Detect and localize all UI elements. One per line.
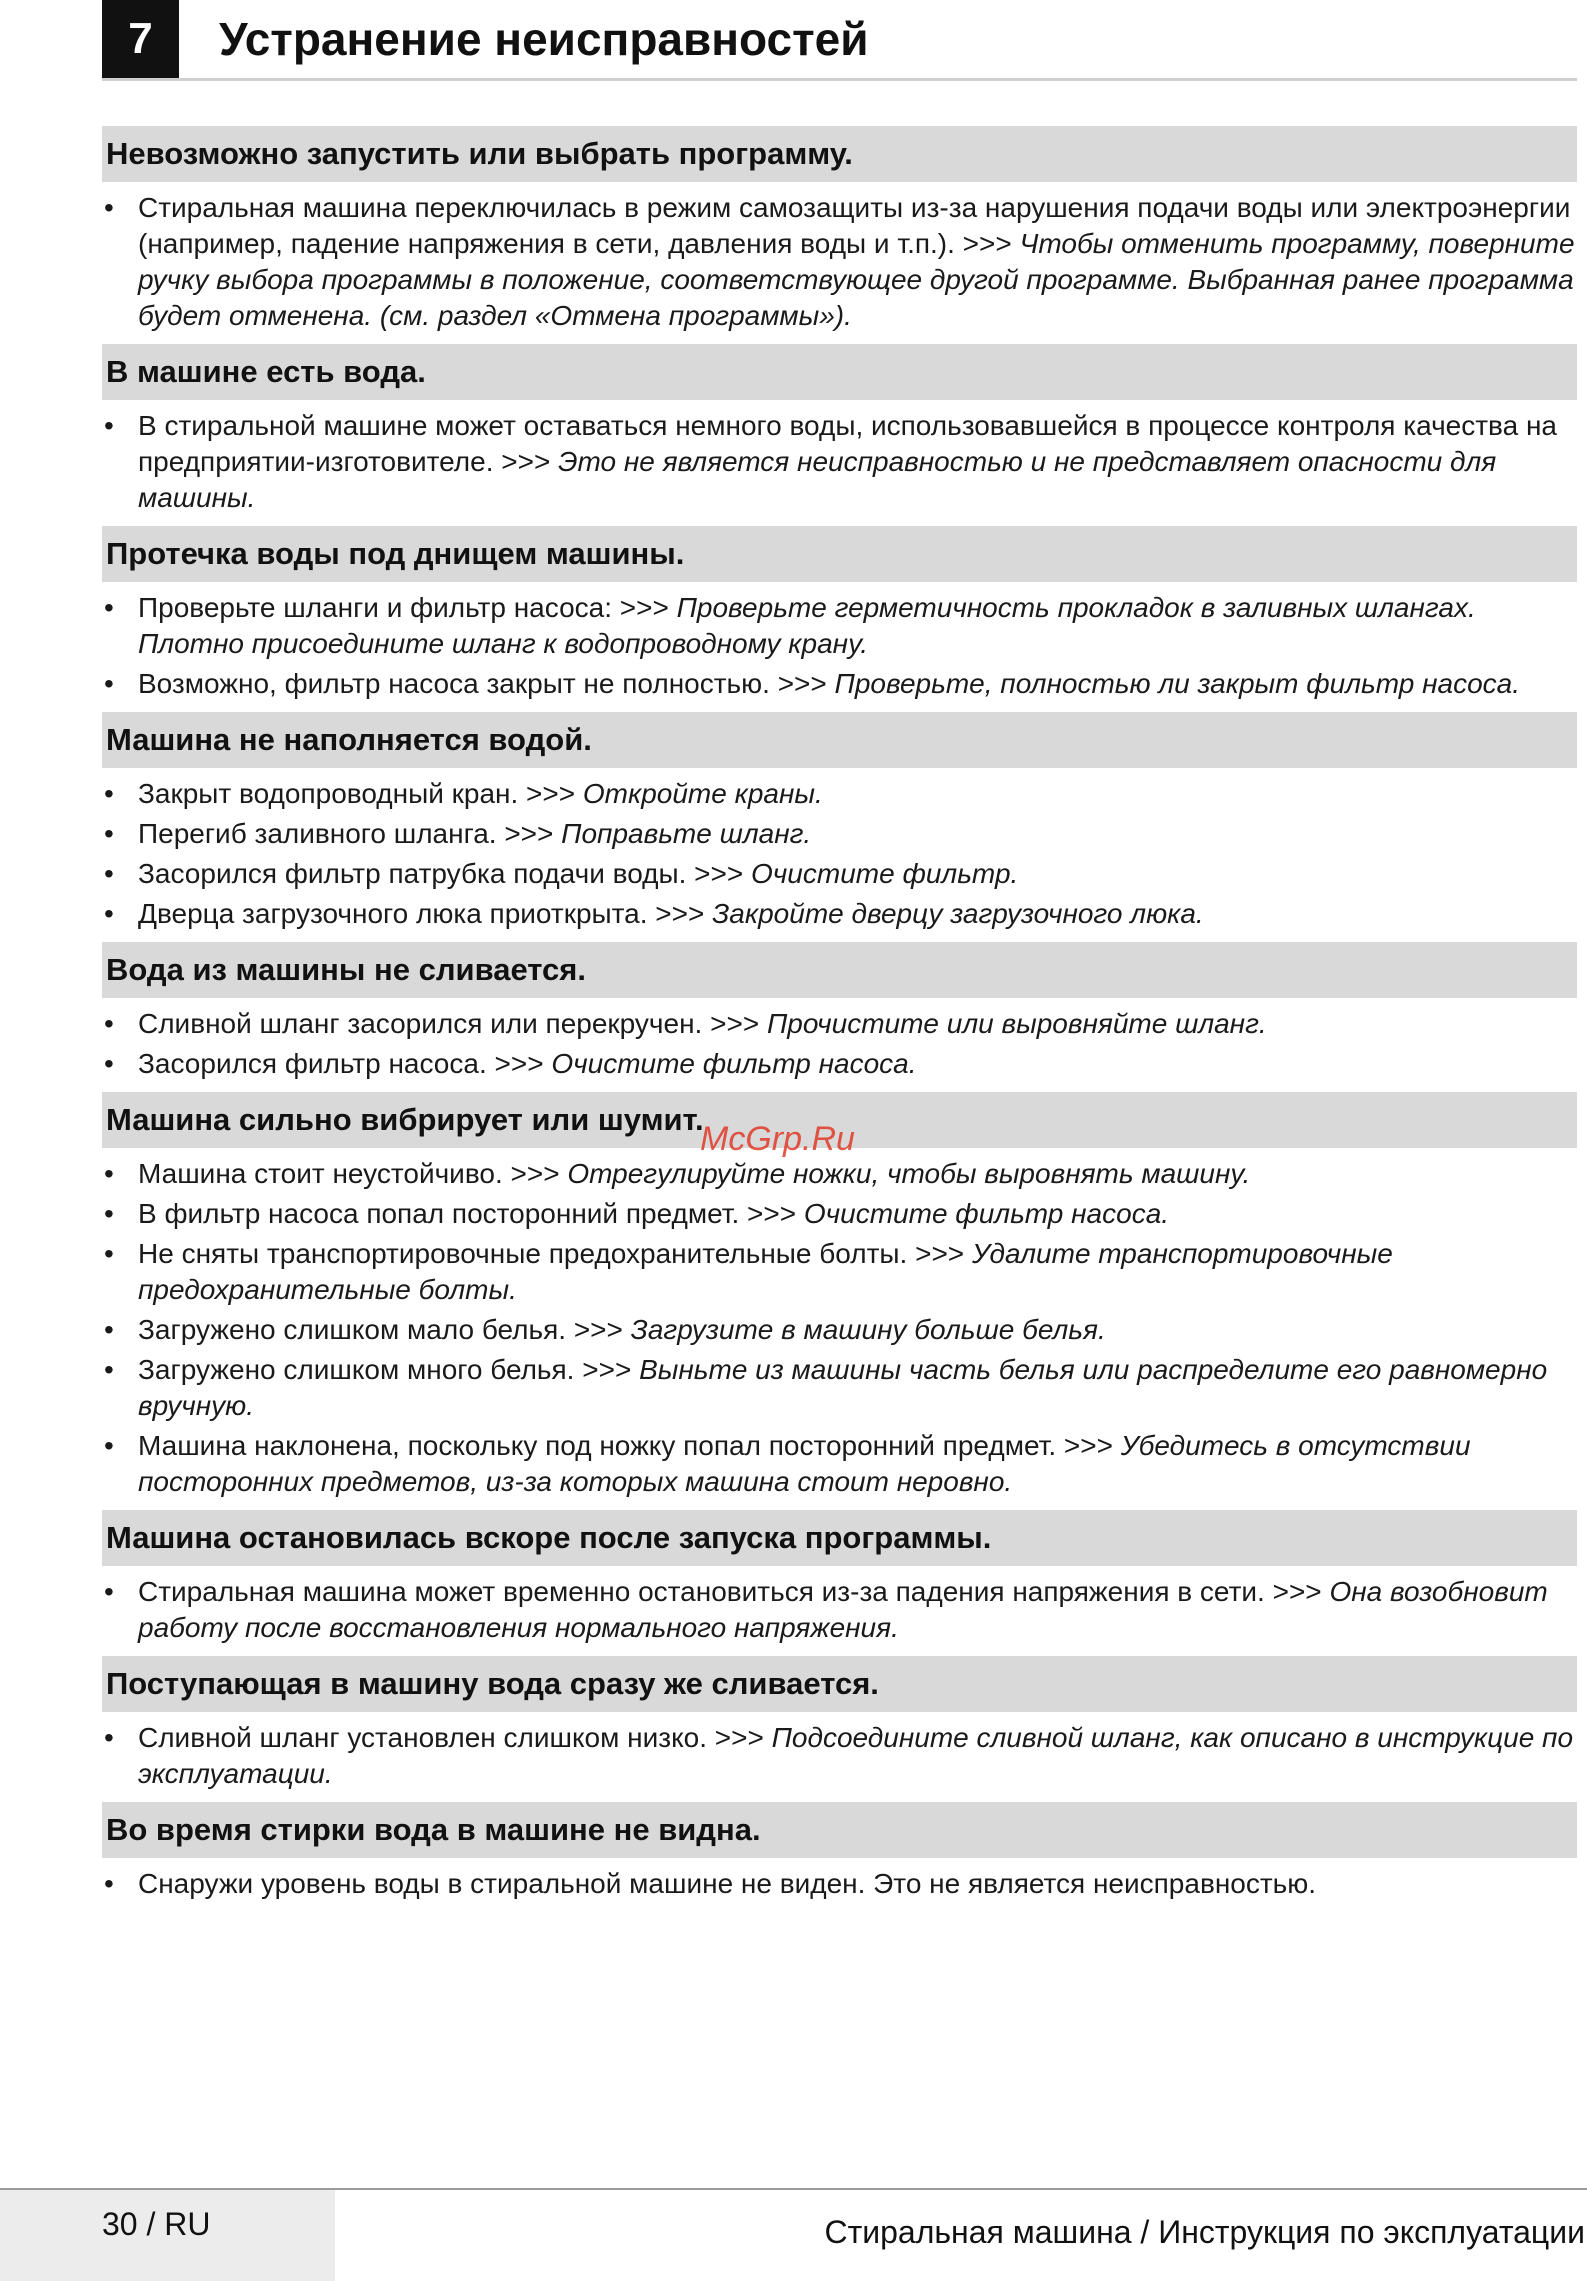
list-item — [102, 666, 1577, 702]
list-item — [102, 590, 1577, 662]
cause-text: Не сняты транспортировочные предохранительные болты. >>> — [138, 1238, 972, 1269]
cause-text: Закрыт водопроводный кран. >>> — [138, 778, 583, 809]
section-title: Невозможно запустить или выбрать программу. — [102, 126, 1577, 182]
trouble-section — [102, 526, 1577, 702]
cause-text: Загружено слишком много белья. >>> — [138, 1354, 640, 1385]
cause-list — [102, 1866, 1577, 1902]
list-item — [102, 408, 1577, 516]
trouble-section — [102, 1510, 1577, 1646]
cause-list — [102, 1720, 1577, 1792]
page-number: 30 / RU — [102, 2206, 211, 2242]
cause-list — [102, 1006, 1577, 1082]
cause-text: Машина стоит неустойчиво. >>> — [138, 1158, 568, 1189]
list-item — [102, 1236, 1577, 1308]
section-title: Протечка воды под днищем машины. — [102, 526, 1577, 582]
section-title: Машина остановилась вскоре после запуска программы. — [102, 1510, 1577, 1566]
list-item — [102, 856, 1577, 892]
list-item — [102, 1574, 1577, 1646]
section-title: В машине есть вода. — [102, 344, 1577, 400]
cause-text: Перегиб заливного шланга. >>> — [138, 818, 562, 849]
solution-text: Подсоедините сливной шланг, как описано в инструкцие по эксплуатации. — [138, 1722, 1574, 1789]
cause-text: Стиральная машина может временно остановиться из-за падения напряжения в сети. >>> — [138, 1576, 1330, 1607]
cause-text: Сливной шланг засорился или перекручен. >>> — [138, 1008, 767, 1039]
page-footer — [0, 2188, 1587, 2281]
trouble-section — [102, 344, 1577, 516]
trouble-section — [102, 712, 1577, 932]
solution-text: Чтобы отменить программу, поверните ручку выбора программы в положение, соответствующее другой программе. Выбранная ранее программа будет отменена. (см. раздел «Отмена программы»). — [138, 228, 1575, 331]
list-item — [102, 190, 1577, 334]
cause-text: Засорился фильтр патрубка подачи воды. >>> — [138, 858, 752, 889]
list-item — [102, 896, 1577, 932]
list-item — [102, 1312, 1577, 1348]
list-item — [102, 1352, 1577, 1424]
cause-text: Дверца загрузочного люка приоткрыта. >>> — [138, 898, 713, 929]
troubleshooting-content — [102, 126, 1577, 1912]
solution-text: Очистите фильтр насоса. — [551, 1048, 917, 1079]
solution-text: Очистите фильтр. — [751, 858, 1019, 889]
list-item — [102, 1428, 1577, 1500]
cause-list — [102, 1156, 1577, 1500]
solution-text: Она возобновит работу после восстановления нормального напряжения. — [138, 1576, 1548, 1643]
section-title: Вода из машины не сливается. — [102, 942, 1577, 998]
cause-text: Стиральная машина переключилась в режим самозащиты из-за нарушения подачи воды или электроэнергии (например, падение напряжения в сети, давления воды и т.п.). >>> — [138, 192, 1571, 259]
solution-text: Проверьте герметичность прокладок в заливных шлангах. Плотно присоедините шланг к водопроводному крану. — [138, 592, 1476, 659]
list-item — [102, 1006, 1577, 1042]
solution-text: Откройте краны. — [582, 778, 823, 809]
list-item — [102, 1866, 1577, 1902]
trouble-section — [102, 1656, 1577, 1792]
watermark: McGrp.Ru — [700, 1120, 855, 1158]
solution-text: Выньте из машины часть белья или распределите его равномерно вручную. — [138, 1354, 1548, 1421]
cause-text: Засорился фильтр насоса. >>> — [138, 1048, 552, 1079]
chapter-title: Устранение неисправностей — [219, 13, 869, 65]
cause-text: Сливной шланг установлен слишком низко. >>> — [138, 1722, 772, 1753]
solution-text: Закройте дверцу загрузочного люка. — [712, 898, 1204, 929]
footer-doc-title: Стиральная машина / Инструкция по эксплуатации — [824, 2214, 1585, 2250]
trouble-section — [102, 942, 1577, 1082]
cause-text: Возможно, фильтр насоса закрыт не полностью. >>> — [138, 668, 835, 699]
cause-list — [102, 1574, 1577, 1646]
cause-text: В стиральной машине может оставаться немного воды, использовавшейся в процессе контроля качества на предприятии-изготовителе. >>> — [138, 410, 1558, 477]
list-item — [102, 816, 1577, 852]
cause-list — [102, 408, 1577, 516]
cause-list — [102, 190, 1577, 334]
cause-text: Машина наклонена, поскольку под ножку попал посторонний предмет. >>> — [138, 1430, 1121, 1461]
section-title: Поступающая в машину вода сразу же сливается. — [102, 1656, 1577, 1712]
chapter-header — [102, 0, 1577, 81]
section-title: Во время стирки вода в машине не видна. — [102, 1802, 1577, 1858]
cause-list — [102, 776, 1577, 932]
list-item — [102, 1046, 1577, 1082]
solution-text: Очистите фильтр насоса. — [803, 1198, 1170, 1229]
solution-text: Прочистите или выровняйте шланг. — [766, 1008, 1267, 1039]
solution-text: Убедитесь в отсутствии посторонних предметов, из-за которых машина стоит неровно. — [138, 1430, 1471, 1497]
solution-text: Загрузите в машину больше белья. — [630, 1314, 1106, 1345]
cause-text: Загружено слишком мало белья. >>> — [138, 1314, 631, 1345]
list-item — [102, 1720, 1577, 1792]
trouble-section — [102, 126, 1577, 334]
chapter-number: 7 — [102, 0, 179, 78]
solution-text: Проверьте, полностью ли закрыт фильтр насоса. — [834, 668, 1520, 699]
solution-text: Это не является неисправностью и не представляет опасности для машины. — [138, 446, 1497, 513]
cause-list — [102, 590, 1577, 702]
list-item — [102, 1196, 1577, 1232]
cause-text: Проверьте шланги и фильтр насоса: >>> — [138, 592, 677, 623]
section-title: Машина не наполняется водой. — [102, 712, 1577, 768]
list-item — [102, 1156, 1577, 1192]
trouble-section — [102, 1802, 1577, 1902]
list-item — [102, 776, 1577, 812]
solution-text: Поправьте шланг. — [561, 818, 812, 849]
section-title: Машина сильно вибрирует или шумит. — [102, 1092, 1577, 1148]
solution-text: Удалите транспортировочные предохранительные болты. — [138, 1238, 1393, 1305]
cause-text: В фильтр насоса попал посторонний предмет. >>> — [138, 1198, 804, 1229]
solution-text: Отрегулируйте ножки, чтобы выровнять машину. — [567, 1158, 1251, 1189]
cause-text: Снаружи уровень воды в стиральной машине не виден. Это не является неисправностью. — [138, 1868, 1317, 1899]
